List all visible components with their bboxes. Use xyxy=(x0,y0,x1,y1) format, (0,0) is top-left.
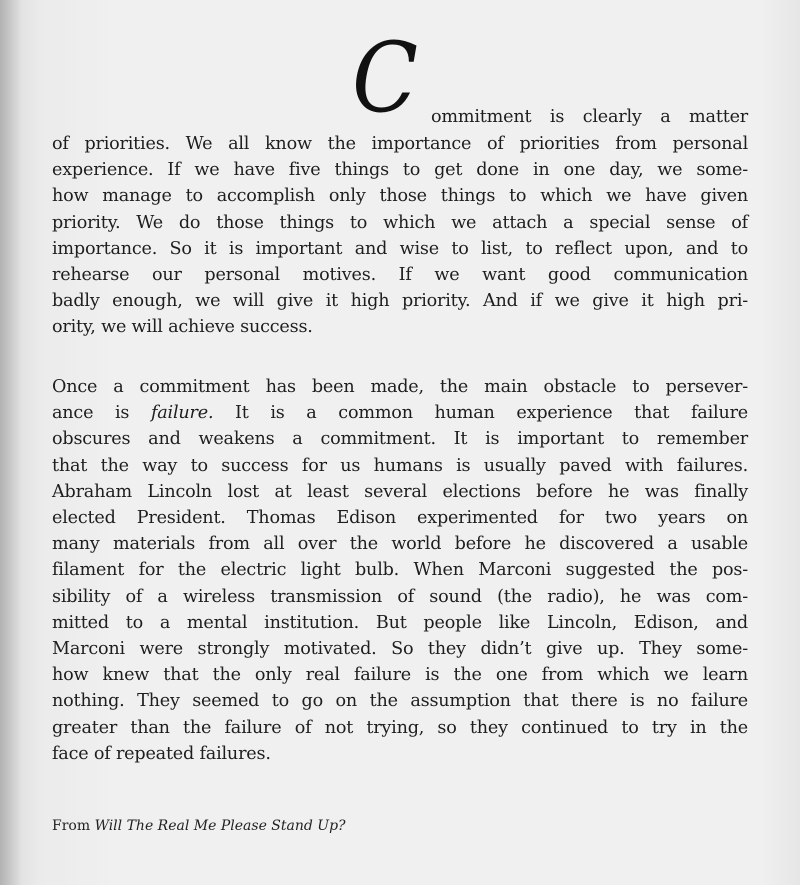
emphasis-failure: failure. xyxy=(150,403,214,424)
drop-cap-letter: C xyxy=(352,22,419,134)
paragraph2-line: face of repeated failures. xyxy=(52,743,271,764)
paragraph1-line: importance. So it is important and wise to list, to reflect upon, and to xyxy=(52,238,748,259)
paragraph2-line: greater than the failure of not trying, so they continued to try in the xyxy=(52,717,748,738)
paragraph2-line: filament for the electric light bulb. When Marconi suggested the pos- xyxy=(52,560,748,581)
paragraph2-line: nothing. They seemed to go on the assumption that there is no failure xyxy=(52,691,748,712)
source-title: Will The Real Me Please Stand Up? xyxy=(94,818,346,834)
paragraph2-line: sibility of a wireless transmission of sound (the radio), he was com- xyxy=(52,586,748,607)
paragraph2-line: Once a commitment has been made, the main obstacle to persever- xyxy=(52,377,748,397)
paragraph1-line: badly enough, we will give it high priority. And if we give it high pri- xyxy=(52,291,748,312)
paragraph-1 xyxy=(52,131,748,341)
paragraph2-line: that the way to success for us humans is usually paved with failures. xyxy=(52,455,748,476)
paragraph2-line: obscures and weakens a commitment. It is important to remember xyxy=(52,429,748,450)
paragraph1-first-line: ommitment is clearly a matter xyxy=(431,107,748,127)
paragraph2-line-emphasis xyxy=(52,400,748,426)
paragraph2-line: mitted to a mental institution. But people like Lincoln, Edison, and xyxy=(52,612,748,633)
line-text: It is a common human experience that failure xyxy=(213,403,748,424)
paragraph1-line: of priorities. We all know the importance of priorities from personal xyxy=(52,134,748,154)
source-prefix: From xyxy=(52,818,95,834)
paragraph1-line: rehearse our personal motives. If we want good communication xyxy=(52,265,748,286)
source-citation xyxy=(52,818,346,834)
paragraph1-line: how manage to accomplish only those things to which we have given xyxy=(52,186,748,207)
paragraph1-line: ority, we will achieve success. xyxy=(52,317,313,338)
paragraph-2 xyxy=(52,374,748,767)
paragraph2-line: many materials from all over the world before he discovered a usable xyxy=(52,534,748,555)
paragraph2-line: Marconi were strongly motivated. So they didn’t give up. They some- xyxy=(52,639,748,660)
line-text: ance is xyxy=(52,403,151,424)
paragraph1-line: experience. If we have five things to get done in one day, we some- xyxy=(52,160,748,181)
paragraph1-line: priority. We do those things to which we attach a special sense of xyxy=(52,212,748,233)
paragraph2-line: elected President. Thomas Edison experimented for two years on xyxy=(52,508,748,529)
spine-shadow xyxy=(0,0,22,885)
paragraph2-line: how knew that the only real failure is the one from which we learn xyxy=(52,665,748,686)
paragraph2-line: Abraham Lincoln lost at least several elections before he was finally xyxy=(52,481,748,502)
